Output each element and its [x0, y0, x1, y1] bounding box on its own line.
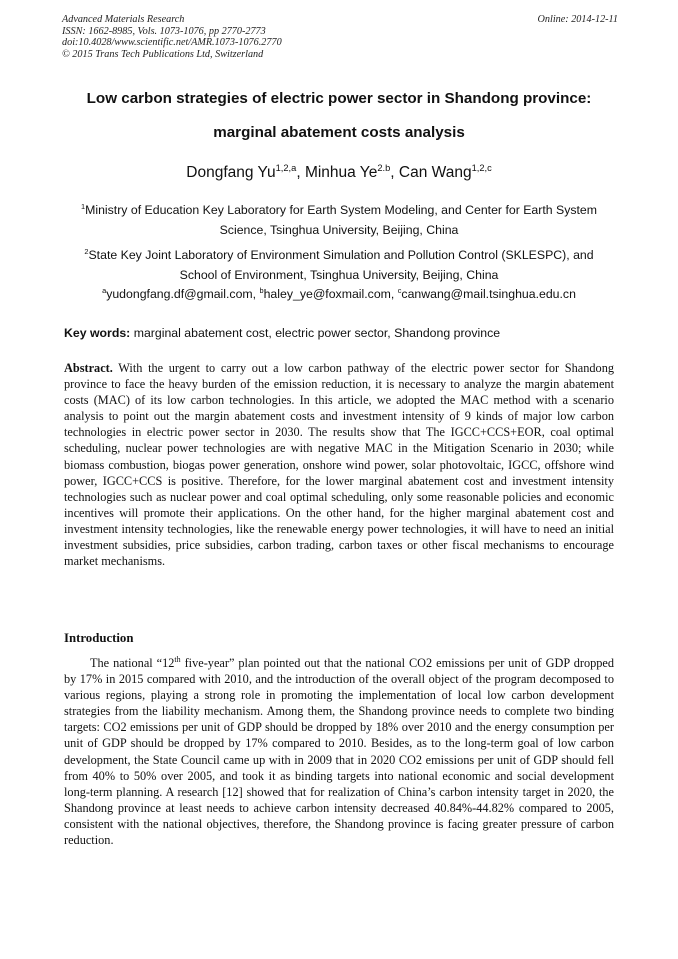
intro-ordinal-suffix: th: [174, 654, 181, 664]
intro-text-rest: five-year” plan pointed out that the national CO2 emissions per unit of GDP dropped by 17% in 2015 compared with 2010, and the introduction of the overall object of the program decomposed to various regions, playing a strong role in promoting the implementation of local low carbon development strategies from the liability mechanism. Among them, the Shandong province needs to complete two binding targets: CO2 emissions per unit of GDP should be dropped by 18% over 2010 and the energy consumption per unit of GDP should be dropped by 17% compared to 2010. Besides, as to the long-term goal of low carbon development, the State Council came up with in 2009 that in 2020 CO2 emissions per unit of GDP should fell from 40% to 50% over 2005, and took it as binding targets into national economic and social development long-term planning. A research [12] showed that for realization of China’s carbon intensity target in 2020, the Shandong province at least needs to achieve carbon intensity decreased 40.84%-44.82% compared to 2005, consistent with the national objectives, therefore, the Shandong province is facing greater pressure of carbon reduction.: [64, 656, 614, 848]
journal-issn: ISSN: 1662-8985, Vols. 1073-1076, pp 2770-2773: [62, 25, 266, 37]
email-mark-c: c: [397, 285, 402, 295]
online-date: Online: 2014-12-11: [537, 14, 618, 25]
email-c: canwang@mail.tsinghua.edu.cn: [401, 287, 576, 301]
author-list: [40, 164, 638, 182]
affiliation-2: [40, 246, 638, 285]
paper-title-line-2: marginal abatement costs analysis: [213, 124, 465, 141]
email-mark-a: a: [102, 285, 107, 295]
author-name: Minhua Ye: [304, 164, 378, 181]
journal-copyright: © 2015 Trans Tech Publications Ltd, Switzerland: [62, 48, 264, 60]
author-affiliation-mark: 1,2,a: [275, 162, 297, 173]
author-affiliation-mark: 2.b: [377, 162, 391, 173]
affiliation-1-text: Ministry of Education Key Laboratory for Earth System Modeling, and Center for Earth System: [85, 203, 598, 217]
author-emails: [40, 287, 638, 301]
keywords-text: marginal abatement cost, electric power sector, Shandong province: [130, 326, 501, 340]
abstract: [64, 360, 614, 569]
affiliation-1-line-2: Science, Tsinghua University, Beijing, China: [219, 222, 459, 237]
author-name: Dongfang Yu: [186, 164, 276, 181]
intro-text-start: The national “12: [90, 656, 175, 670]
introduction-paragraph: [64, 655, 614, 848]
journal-header: [62, 14, 618, 60]
keywords-label: Key words:: [64, 326, 131, 340]
introduction-heading: Introduction: [64, 631, 134, 645]
paper-title-line-1: Low carbon strategies of electric power sector in Shandong province:: [86, 90, 592, 107]
affiliation-2-line-1: [40, 246, 638, 266]
author-separator: ,: [296, 164, 305, 181]
abstract-label: Abstract.: [64, 361, 113, 375]
email-b: haley_ye@foxmail.com,: [263, 287, 398, 301]
email-mark-b: b: [259, 285, 264, 295]
journal-doi: doi:10.4028/www.scientific.net/AMR.1073-1076.2770: [62, 37, 282, 49]
affiliation-2-line-2: School of Environment, Tsinghua University, Beijing, China: [179, 267, 499, 282]
abstract-text: With the urgent to carry out a low carbon pathway of the electric power sector for Shandong province to face the heavy burden of the emission reduction, it is necessary to analyze the margin abatement costs (MAC) of its low carbon technologies. In this article, we adopted the MAC method with a scenario analysis to point out the margin abatement costs and investment intensity of 9 kinds of major low carbon technologies in electric power sector in 2030. The results show that The IGCC+CCS+EOR, coal optimal scheduling, nuclear power technologies are with negative MAC in the Mitigation Scenario in 2030; while biomass combustion, biogas power generation, onshore wind power, solar photovoltaic, IGCC, offshore wind power, IGCC+CCS is positive. Therefore, for the lower marginal abatement cost and investment intensity technologies such as nuclear power and coal optimal scheduling, only some reasonable policies and economic incentives will promote their applications. On the other hand, for the higher marginal abatement cost and investment intensity technologies, like the renewable energy power technologies, it will have to need an initial investment subsidies, price subsidies, carbon trading, carbon taxes or other fiscal mechanisms to encourage market mechanisms.: [64, 361, 614, 569]
author-separator: ,: [390, 164, 399, 181]
keywords: [64, 326, 624, 340]
affiliation-1-mark: 1: [80, 201, 86, 211]
author-affiliation-mark: 1,2,c: [471, 162, 492, 173]
journal-info: [62, 14, 618, 60]
email-a: yudongfang.df@gmail.com,: [106, 287, 260, 301]
affiliation-2-mark: 2: [84, 246, 89, 256]
affiliation-2-text: State Key Joint Laboratory of Environment Simulation and Pollution Control (SKLESPC), and: [88, 248, 594, 262]
affiliation-1-line-1: [40, 201, 638, 221]
author-name: Can Wang: [398, 164, 472, 181]
affiliation-1: [40, 201, 638, 240]
journal-name: Advanced Materials Research: [62, 14, 185, 25]
